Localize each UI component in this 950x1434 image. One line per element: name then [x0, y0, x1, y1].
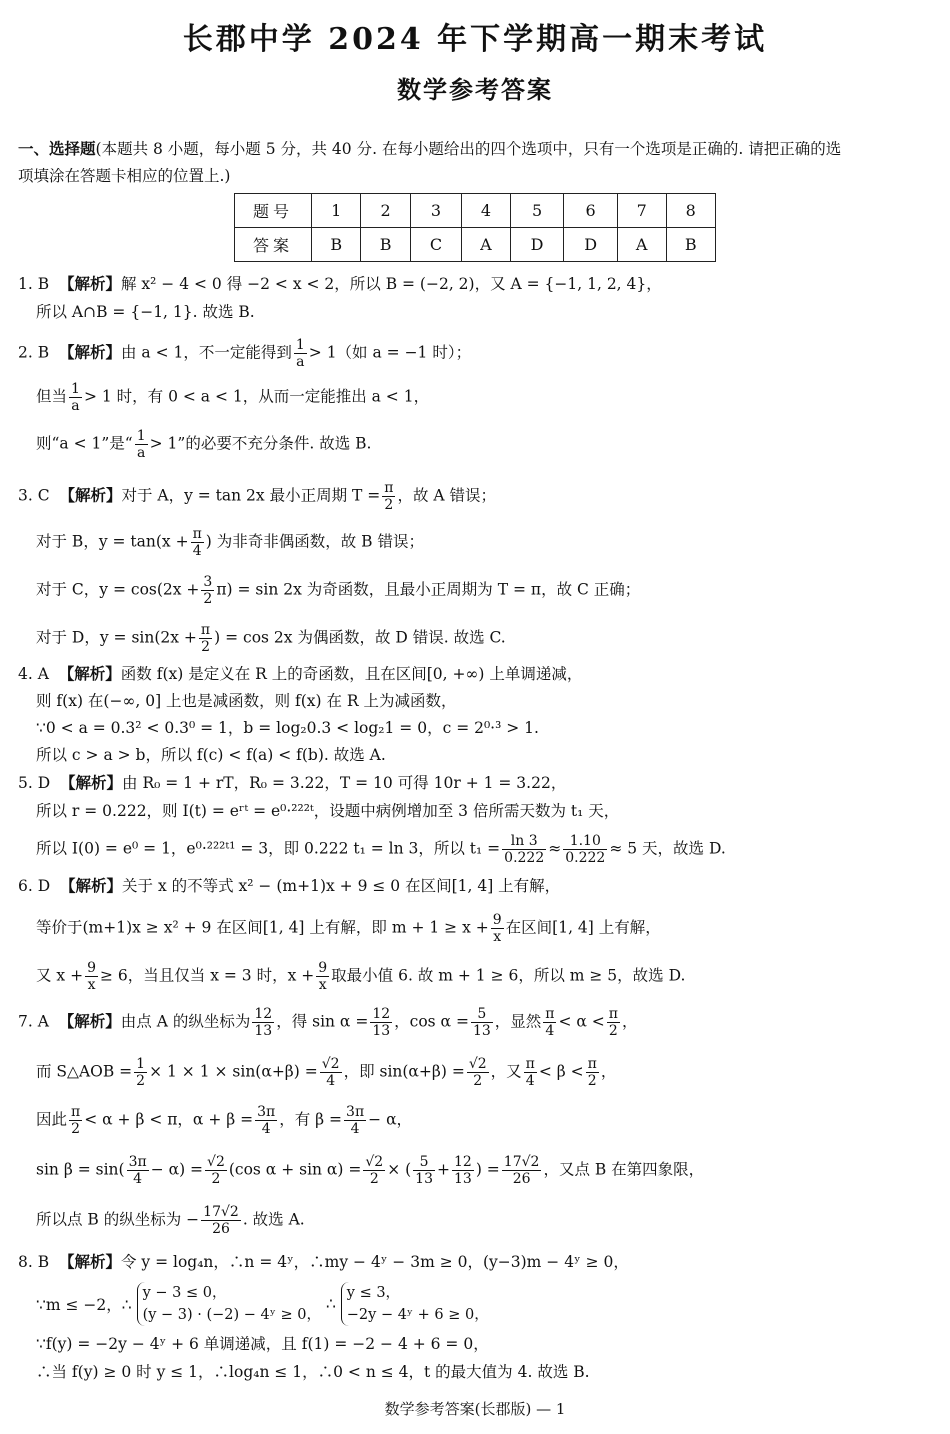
fraction: $\frac{9}{x}$ — [318, 960, 328, 993]
fraction: $\frac{√2}{2}$ — [207, 1154, 225, 1187]
fraction: $\frac{1}{2}$ — [136, 1056, 146, 1089]
solution-text: 对于 D，y = sin(2x + — [36, 628, 197, 647]
solution-text: 所以 r = 0.222，则 I(t) = eʳᵗ = e⁰·²²²ᵗ，设题中病例增加至 3 倍所需天数为 t₁ 天， — [36, 802, 620, 820]
solution-text: − α) = — [150, 1160, 204, 1179]
fraction: $\frac{1}{a}$ — [71, 381, 80, 414]
table-cell: 6 — [564, 194, 618, 228]
section-instructions — [18, 136, 936, 190]
solution-text: 由 a < 1，不一定能得到 — [120, 343, 292, 362]
fraction: $\frac{1.10}{0.222}$ — [565, 833, 606, 866]
solution-text: 但当 — [36, 387, 68, 406]
solution-text: 则“a < 1”是“ — [36, 434, 133, 453]
instruction-line-2: 项填涂在答题卡相应的位置上.) — [18, 167, 231, 185]
solution-text: 关于 x 的不等式 x² − (m+1)x + 9 ≤ 0 在区间[1, 4] 上有解， — [122, 877, 561, 895]
fraction: $\frac{√2}{2}$ — [468, 1056, 487, 1089]
table-cell: 4 — [462, 194, 511, 228]
analysis-tag: 【解析】 — [60, 774, 123, 792]
row-label: 答案 — [235, 228, 312, 262]
solution-text: ，故 A 错误； — [397, 486, 497, 505]
fraction: $\frac{\pi}{2}$ — [200, 622, 211, 655]
solution-text: > 1 时，有 0 < a < 1，从而一定能推出 a < 1， — [83, 387, 430, 406]
analysis-tag: 【解析】 — [58, 665, 121, 683]
solution-text: 所以 c > a > b，所以 f(c) < f(a) < f(b). 故选 A. — [36, 746, 386, 764]
fraction: $\frac{\pi}{4}$ — [545, 1006, 555, 1039]
solution-text: ，有 β = — [279, 1110, 343, 1129]
solution-text: ≈ — [548, 839, 562, 858]
solution-number: 4. A — [18, 665, 49, 683]
fraction: $\frac{9}{x}$ — [87, 960, 97, 993]
solution-text: 令 y = log₄n，∴n = 4ʸ，∴my − 4ʸ − 3m ≥ 0，(y−3)m − 4ʸ ≥ 0， — [120, 1253, 629, 1271]
fraction: $\frac{3\pi}{4}$ — [346, 1104, 365, 1137]
solution-text: ，显然 — [494, 1012, 542, 1031]
fraction: $\frac{1}{a}$ — [295, 337, 305, 370]
analysis-tag: 【解析】 — [59, 486, 122, 505]
solution-text: ， — [600, 1062, 617, 1081]
fraction: $\frac{\pi}{2}$ — [587, 1056, 597, 1089]
solution-text: ∵f(y) = −2y − 4ʸ + 6 单调递减，且 f(1) = −2 − 4 + 6 = 0， — [36, 1335, 489, 1353]
fraction: $\frac{1}{a}$ — [136, 428, 146, 461]
solution-number: 5. D — [18, 774, 51, 792]
fraction: $\frac{\pi}{2}$ — [384, 480, 394, 513]
analysis-tag: 【解析】 — [60, 877, 123, 895]
fraction: $\frac{\pi}{4}$ — [525, 1056, 535, 1089]
fraction: $\frac{3}{2}$ — [203, 574, 213, 607]
solution-text: 在区间[1, 4] 上有解， — [505, 918, 661, 937]
solution-text: < α < — [558, 1012, 605, 1031]
table-cell: 1 — [312, 194, 361, 228]
solution-text: ，得 sin α = — [276, 1012, 369, 1031]
answer-row — [235, 228, 716, 262]
solution-text: ， — [621, 1012, 638, 1031]
table-cell: A — [462, 228, 511, 262]
system-brace: y − 3 ≤ 0， (y − 3) · (−2) − 4ʸ ≥ 0， — [137, 1282, 321, 1326]
solution-text: 所以 I(0) = e⁰ = 1，e⁰·²²²ᵗ¹ = 3，即 0.222 t₁ = ln 3，所以 t₁ = — [36, 839, 501, 858]
solution-text: 对于 A，y = tan 2x 最小正周期 T = — [121, 486, 381, 505]
solution-text: × ( — [387, 1160, 412, 1179]
fraction: $\frac{√2}{4}$ — [321, 1056, 340, 1089]
table-cell: 7 — [617, 194, 666, 228]
solution-text: ∴ — [325, 1295, 336, 1313]
solution-text: ) = cos 2x 为偶函数，故 D 错误. 故选 C. — [214, 628, 506, 647]
solution-text: 因此 — [36, 1110, 68, 1129]
solution-text: 所以 A∩B = {−1, 1}. 故选 B. — [36, 303, 255, 321]
analysis-tag: 【解析】 — [58, 343, 121, 362]
table-cell: B — [666, 228, 715, 262]
solution-number: 3. C — [18, 486, 50, 505]
solution-text: 对于 C，y = cos(2x + — [36, 580, 200, 599]
table-cell: 3 — [410, 194, 461, 228]
fraction: $\frac{5}{13}$ — [415, 1154, 433, 1187]
solution-text: − α， — [368, 1110, 413, 1129]
solution-text: + — [436, 1160, 450, 1179]
solution-text: 由 R₀ = 1 + rT，R₀ = 3.22，T = 10 可得 10r + 1 = 3.22， — [122, 774, 567, 792]
solution-text: × 1 × 1 × sin(α+β) = — [149, 1062, 318, 1081]
fraction: $\frac{\pi}{2}$ — [71, 1104, 81, 1137]
solution-text: ∴当 f(y) ≥ 0 时 y ≤ 1，∴log₄n ≤ 1，∴0 < n ≤ 4，t 的最大值为 4. 故选 B. — [36, 1363, 590, 1381]
table-cell: 5 — [510, 194, 564, 228]
solution-text: 对于 B，y = tan(x + — [36, 532, 189, 551]
solution-text: 则 f(x) 在(−∞, 0] 上也是减函数，则 f(x) 在 R 上为减函数， — [36, 692, 457, 710]
solution-text: (cos α + sin α) = — [228, 1160, 362, 1179]
analysis-tag: 【解析】 — [58, 275, 121, 293]
solution-text: 而 S△AOB = — [36, 1062, 133, 1081]
fraction: $\frac{3\pi}{4}$ — [128, 1154, 147, 1187]
solution-text: π) = sin 2x 为奇函数，且最小正周期为 T = π，故 C 正确； — [216, 580, 641, 599]
solution-text: 所以点 B 的纵坐标为 − — [36, 1210, 200, 1229]
solution-text: 又 x + — [36, 966, 84, 985]
table-cell: 8 — [666, 194, 715, 228]
section-heading: 一、选择题 — [18, 140, 96, 158]
solution-number: 1. B — [18, 275, 50, 293]
question-number-row — [235, 194, 716, 228]
page-footer: 数学参考答案(长郡版) — 1 — [384, 1400, 566, 1418]
solution-text: ∵0 < a = 0.3² < 0.3⁰ = 1，b = log₂0.3 < log₂1 = 0，c = 2⁰·³ > 1. — [36, 719, 539, 737]
solution-text: . 故选 A. — [242, 1210, 305, 1229]
page-subtitle: 数学参考答案 — [397, 76, 553, 104]
table-cell: B — [361, 228, 410, 262]
solution-text: 由点 A 的纵坐标为 — [120, 1012, 251, 1031]
system-brace: y ≤ 3， −2y − 4ʸ + 6 ≥ 0， — [341, 1282, 489, 1326]
table-cell: A — [617, 228, 666, 262]
fraction: $\frac{12}{13}$ — [372, 1006, 391, 1039]
solution-text: ，又 — [490, 1062, 522, 1081]
table-cell: D — [564, 228, 618, 262]
page-title: 长郡中学 2024 年下学期高一期末考试 — [182, 22, 768, 57]
solution-text: ≥ 6，当且仅当 x = 3 时，x + — [100, 966, 315, 985]
solution-number: 2. B — [18, 343, 50, 362]
analysis-tag: 【解析】 — [58, 1012, 121, 1031]
fraction: $\frac{\ln 3}{0.222}$ — [504, 833, 545, 866]
solution-text: > 1（如 a = −1 时）； — [308, 343, 472, 362]
fraction: $\frac{√2}{2}$ — [365, 1154, 384, 1187]
table-cell: B — [312, 228, 361, 262]
solution-text: 函数 f(x) 是定义在 R 上的奇函数，且在区间[0, +∞) 上单调递减， — [120, 665, 583, 683]
answer-table — [234, 193, 716, 262]
solution-text: sin β = sin( — [36, 1160, 125, 1179]
fraction: $\frac{3\pi}{4}$ — [257, 1104, 276, 1137]
solution-text: ，又点 B 在第四象限， — [543, 1160, 705, 1179]
fraction: $\frac{12}{13}$ — [453, 1154, 472, 1187]
fraction: $\frac{12}{13}$ — [254, 1006, 273, 1039]
fraction: $\frac{\pi}{4}$ — [192, 526, 202, 559]
solution-text: > 1”的必要不充分条件. 故选 B. — [149, 434, 372, 453]
solution-text: < β < — [538, 1062, 584, 1081]
fraction: $\frac{17√2}{26}$ — [503, 1154, 540, 1187]
solution-text: ，即 sin(α+β) = — [343, 1062, 465, 1081]
solution-text: ) = — [475, 1160, 500, 1179]
instruction-line-1: (本题共 8 小题，每小题 5 分，共 40 分. 在每小题给出的四个选项中，只有一个选项是正确的. 请把正确的选 — [95, 140, 842, 158]
solution-number: 6. D — [18, 877, 51, 895]
table-cell: D — [510, 228, 564, 262]
table-cell: 2 — [361, 194, 410, 228]
solution-text: < α + β < π，α + β = — [84, 1110, 254, 1129]
solution-text: ≈ 5 天，故选 D. — [609, 839, 726, 858]
row-label: 题号 — [235, 194, 312, 228]
solution-text: ，cos α = — [394, 1012, 469, 1031]
solution-number: 8. B — [18, 1253, 50, 1271]
fraction: $\frac{17√2}{26}$ — [203, 1204, 239, 1237]
fraction: $\frac{5}{13}$ — [472, 1006, 491, 1039]
solution-text: ∵m ≤ −2，∴ — [36, 1296, 132, 1314]
solution-text: 解 x² − 4 < 0 得 −2 < x < 2，所以 B = (−2, 2)，又 A = {−1, 1, 2, 4}， — [120, 275, 662, 293]
solution-text: 取最小值 6. 故 m + 1 ≥ 6，所以 m ≥ 5，故选 D. — [331, 966, 686, 985]
fraction: $\frac{\pi}{2}$ — [608, 1006, 618, 1039]
solution-text: ) 为非奇非偶函数，故 B 错误； — [205, 532, 425, 551]
solution-number: 7. A — [18, 1012, 49, 1031]
solution-text: 等价于(m+1)x ≥ x² + 9 在区间[1, 4] 上有解，即 m + 1 ≥ x + — [36, 918, 489, 937]
table-cell: C — [410, 228, 461, 262]
fraction: $\frac{9}{x}$ — [492, 912, 502, 945]
analysis-tag: 【解析】 — [58, 1253, 121, 1271]
